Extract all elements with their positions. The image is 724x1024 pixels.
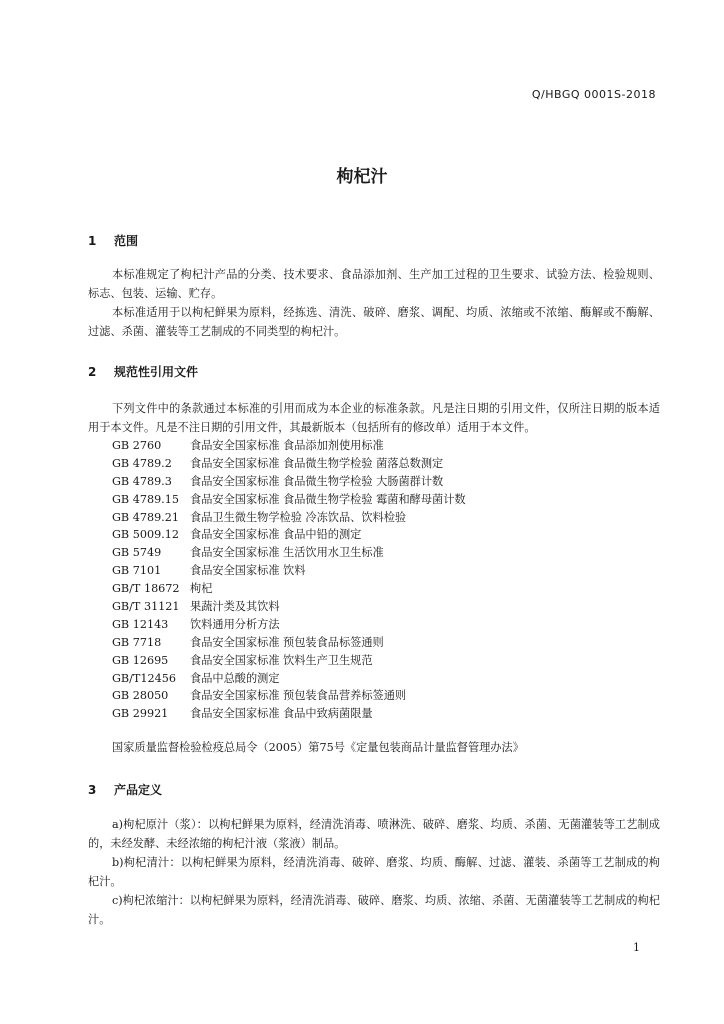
reference-title: 饮料通用分析方法 — [190, 617, 280, 631]
reference-title: 枸杞 — [190, 582, 213, 596]
reference-title: 食品安全国家标准 生活饮用水卫生标准 — [190, 546, 384, 560]
reference-code: GB 4789.21 — [112, 510, 179, 524]
regulation-reference: 国家质量监督检验检疫总局令（2005）第75号《定量包装商品计量监督管理办法》 — [112, 741, 524, 754]
reference-title: 食品安全国家标准 预包装食品标签通则 — [190, 635, 384, 649]
reference-title: 食品安全国家标准 食品添加剂使用标准 — [190, 439, 384, 452]
definition-paragraph: b)枸杞清汁：以枸杞鲜果为原料，经清洗消毒、破碎、磨浆、均质、酶解、过滤、灌装、杀菌等工艺制成的枸杞汁。 — [88, 856, 660, 888]
reference-item — [112, 580, 466, 598]
reference-title: 食品安全国家标准 食品微生物学检验 菌落总数测定 — [190, 456, 444, 470]
reference-code: GB 7101 — [112, 564, 162, 578]
reference-item — [112, 509, 466, 527]
reference-item — [112, 634, 466, 652]
reference-item — [112, 652, 466, 670]
section-1-paragraph: 本标准适用于以枸杞鲜果为原料，经拣选、清洗、破碎、磨浆、调配、均质、浓缩或不浓缩、酶解或不酶解、过滤、杀菌、灌装等工艺制成的不同类型的枸杞汁。 — [88, 306, 660, 338]
definition-paragraph: c)枸杞浓缩汁：以枸杞鲜果为原料，经清洗消毒、破碎、磨浆、均质、浓缩、杀菌、无菌灌装等工艺制成的枸杞汁。 — [88, 894, 660, 926]
page-number: 1 — [633, 941, 640, 954]
reference-item — [112, 473, 466, 491]
reference-title: 食品安全国家标准 食品中铅的测定 — [190, 528, 362, 542]
reference-item — [112, 687, 466, 705]
section-1-paragraph: 本标准规定了枸杞汁产品的分类、技术要求、食品添加剂、生产加工过程的卫生要求、试验方法、检验规则、标志、包装、运输、贮存。 — [88, 268, 660, 300]
reference-item — [112, 670, 466, 688]
reference-title: 食品安全国家标准 食品微生物学检验 霉菌和酵母菌计数 — [190, 492, 466, 506]
reference-item — [112, 491, 466, 509]
reference-code: GB 2760 — [112, 439, 162, 452]
reference-code: GB 12695 — [112, 653, 169, 667]
page-title: 枸杞汁 — [336, 167, 388, 187]
reference-title: 食品安全国家标准 饮料生产卫生规范 — [190, 653, 373, 667]
section-1-heading — [88, 232, 138, 249]
reference-title: 食品安全国家标准 预包装食品营养标签通则 — [190, 689, 407, 703]
reference-code: GB 4789.15 — [112, 492, 179, 506]
reference-item — [112, 598, 466, 616]
reference-code: GB 4789.3 — [112, 474, 172, 488]
reference-title: 食品安全国家标准 食品中致病菌限量 — [190, 707, 373, 721]
section-number: 2 — [88, 365, 97, 379]
section-2-heading — [88, 363, 198, 380]
reference-item — [112, 616, 466, 634]
reference-item — [112, 455, 466, 473]
reference-code: GB 29921 — [112, 707, 169, 721]
reference-title: 食品安全国家标准 食品微生物学检验 大肠菌群计数 — [190, 474, 444, 488]
definition-paragraph: a)枸杞原汁（浆）：以枸杞鲜果为原料，经清洗消毒、喷淋洗、破碎、磨浆、均质、杀菌、无菌灌装等工艺制成的，未经发酵、未经浓缩的枸杞汁液（浆液）制品。 — [88, 818, 660, 850]
reference-code: GB/T 31121 — [112, 600, 180, 614]
reference-title: 食品卫生微生物学检验 冷冻饮品、饮料检验 — [190, 510, 407, 524]
section-title: 规范性引用文件 — [114, 365, 199, 379]
section-3-heading — [88, 781, 162, 798]
reference-code: GB 4789.2 — [112, 456, 172, 470]
section-number: 1 — [88, 234, 97, 248]
section-number: 3 — [88, 783, 97, 797]
reference-code: GB 5009.12 — [112, 528, 179, 542]
reference-code: GB/T 18672 — [112, 582, 180, 596]
reference-title: 果蔬汁类及其饮料 — [190, 600, 280, 614]
reference-title: 食品安全国家标准 饮料 — [190, 564, 306, 578]
reference-code: GB 7718 — [112, 635, 162, 649]
reference-item — [112, 544, 466, 562]
reference-list — [112, 437, 466, 723]
reference-item — [112, 562, 466, 580]
reference-code: GB/T12456 — [112, 671, 176, 685]
reference-code: GB 12143 — [112, 617, 169, 631]
reference-title: 食品中总酸的测定 — [190, 671, 280, 685]
reference-item — [112, 437, 466, 455]
reference-item — [112, 526, 466, 544]
reference-item — [112, 705, 466, 723]
document-number: Q/HBGQ 0001S-2018 — [531, 88, 656, 101]
reference-code: GB 5749 — [112, 546, 162, 560]
section-title: 产品定义 — [114, 783, 163, 797]
section-2-intro: 下列文件中的条款通过本标准的引用而成为本企业的标准条款。凡是注日期的引用文件，仅所注日期的版本适用于本文件。凡是不注日期的引用文件，其最新版本（包括所有的修改单）适用于本文件。 — [88, 402, 660, 434]
reference-code: GB 28050 — [112, 689, 169, 703]
section-title: 范围 — [114, 234, 139, 248]
